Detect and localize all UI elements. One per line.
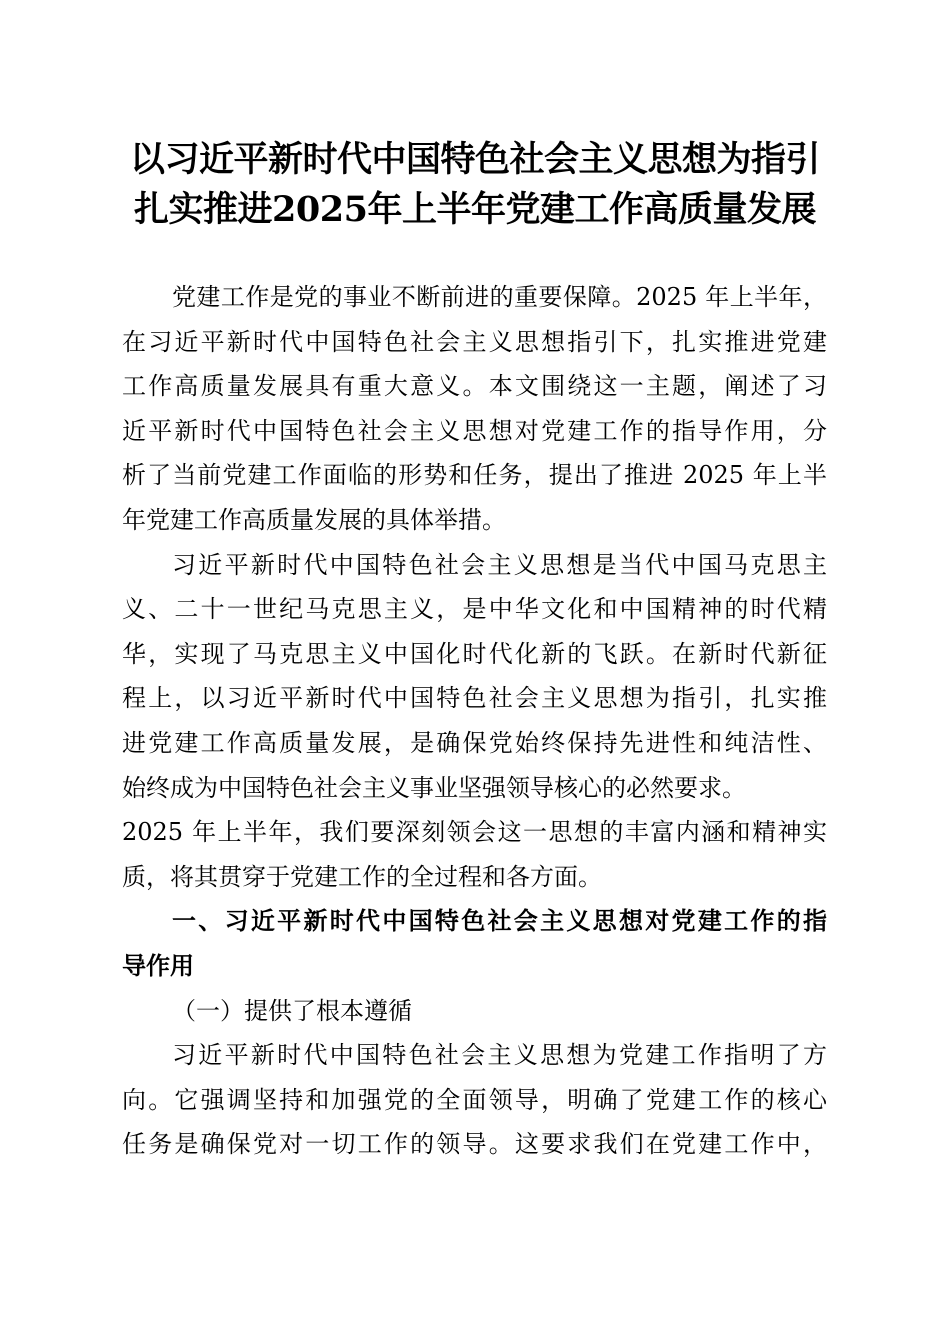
text-line: 习近平新时代中国特色社会主义思想为党建工作指明了方: [172, 1041, 827, 1070]
paragraph-guidance: [122, 1033, 827, 1167]
text-line: 向。它强调坚持和加强党的全面领导，明确了党建工作的核心: [122, 1085, 827, 1114]
text-line: 2025 年上半年，我们要深刻领会这一思想的丰富内涵和精神实: [122, 818, 827, 847]
text-line: 年党建工作高质量发展的具体举措。: [122, 505, 506, 534]
heading-line: 一、习近平新时代中国特色社会主义思想对党建工作的指: [172, 907, 827, 936]
text-line: 近平新时代中国特色社会主义思想对党建工作的指导作用，分: [122, 416, 827, 445]
text-line: 程上，以习近平新时代中国特色社会主义思想为指引，扎实推: [122, 684, 827, 713]
text-line: 义、二十一世纪马克思主义，是中华文化和中国精神的时代精: [122, 595, 827, 624]
heading-line: 导作用: [122, 951, 194, 980]
text-line: 习近平新时代中国特色社会主义思想是当代中国马克思主: [172, 550, 827, 579]
text-line: 质，将其贯穿于党建工作的全过程和各方面。: [122, 862, 602, 891]
text-line: 党建工作是党的事业不断前进的重要保障。2025 年上半年，: [172, 283, 827, 311]
paragraph-thought: [122, 543, 827, 900]
text-line: 在习近平新时代中国特色社会主义思想指引下，扎实推进党建: [122, 327, 827, 356]
text-line: 析了当前党建工作面临的形势和任务，提出了推进 2025 年上半: [122, 461, 827, 490]
text-line: 工作高质量发展具有重大意义。本文围绕这一主题，阐述了习: [122, 372, 827, 401]
paragraph-intro: [122, 275, 827, 543]
subsection-heading: （一）提供了根本遵循: [172, 996, 412, 1025]
text-line: 进党建工作高质量发展，是确保党始终保持先进性和纯洁性、: [122, 728, 827, 757]
document-title-line-1: 以习近平新时代中国特色社会主义思想为指引: [129, 139, 820, 180]
text-line: 任务是确保党对一切工作的领导。这要求我们在党建工作中，: [122, 1130, 827, 1159]
text-line: 华，实现了马克思主义中国化时代化新的飞跃。在新时代新征: [122, 639, 827, 668]
text-line: 始终成为中国特色社会主义事业坚强领导核心的必然要求。: [122, 773, 746, 802]
document-body: [122, 275, 827, 1167]
section-heading-1: [122, 899, 827, 988]
document-title-line-2: 扎实推进2025年上半年党建工作高质量发展: [134, 189, 816, 230]
